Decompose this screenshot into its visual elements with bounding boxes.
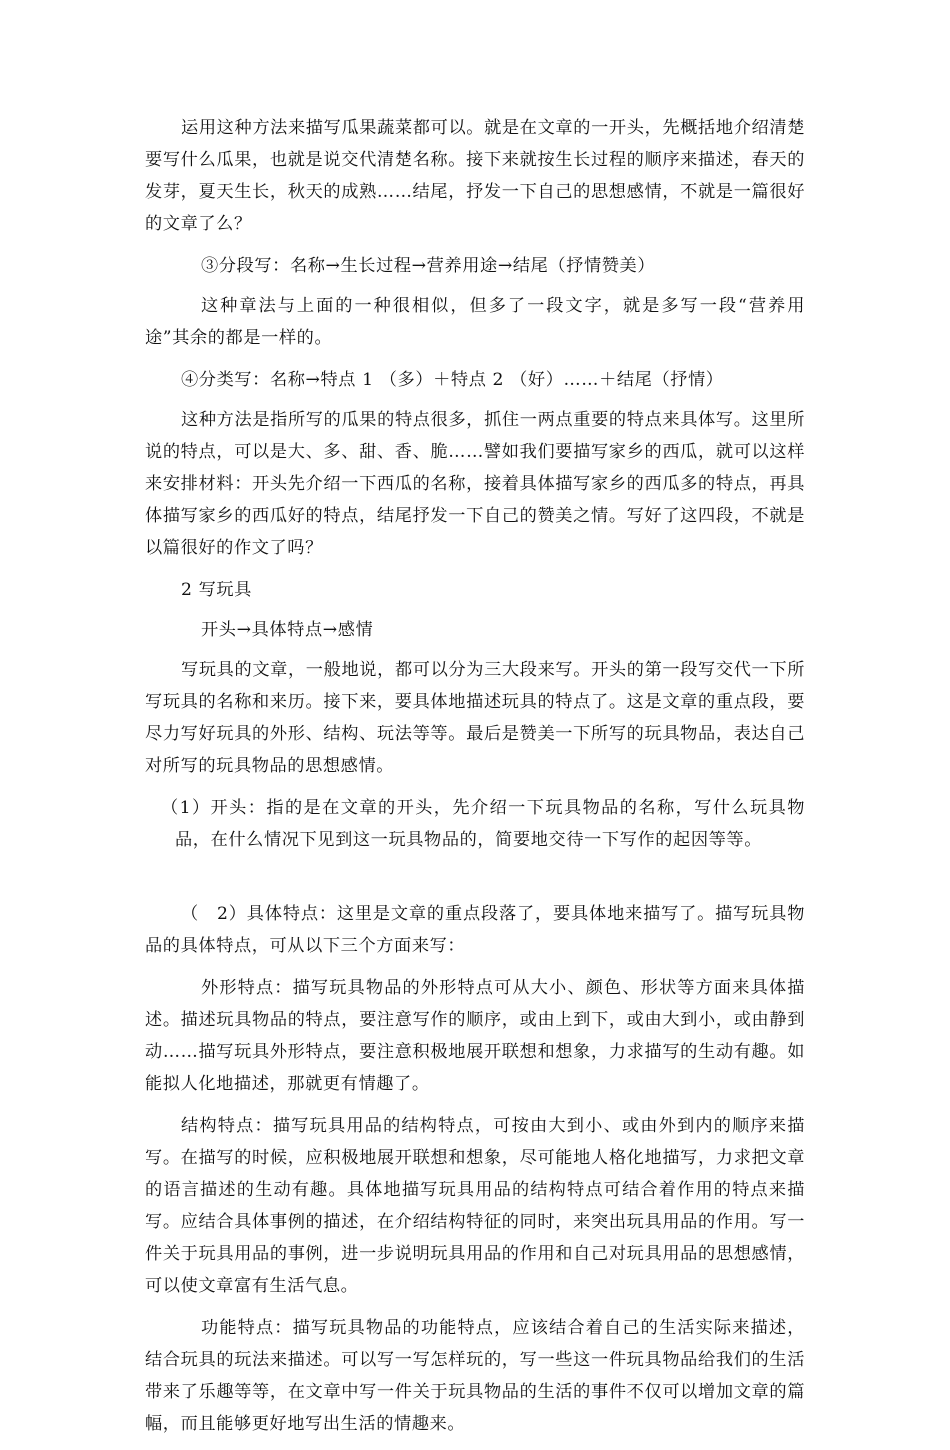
paragraph-segment-method-heading: ③分段写：名称→生长过程→营养用途→结尾（抒情赞美） [201, 256, 656, 276]
paragraph-toys-structure: 开头→具体特点→感情 [201, 620, 374, 640]
paragraph-toys-overview: 写玩具的文章，一般地说，都可以分为三大段来写。开头的第一段写交代一下所写玩具的名称和来历。接下来，要具体地描述玩具的特点了。这是文章的重点段，要尽力写好玩具的外形、结构、玩法等等。最后是赞美一下所写的玩具物品，表达自己对所写的玩具物品的思想感情。 [145, 660, 805, 776]
paragraph-method-summary: 运用这种方法来描写瓜果蔬菜都可以。就是在文章的一开头，先概括地介绍清楚要写什么瓜果，也就是说交代清楚名称。接下来就按生长过程的顺序来描述，春天的发芽，夏天生长，秋天的成熟……结尾，抒发一下自己的思想感情，不就是一篇很好的文章了么？ [145, 118, 805, 234]
paragraph-features-point: （ 2）具体特点：这里是文章的重点段落了，要具体地来描写了。描写玩具物品的具体特点，可从以下三个方面来写： [145, 904, 805, 956]
text-block-1 [145, 112, 805, 1450]
paragraph-structure-features: 结构特点：描写玩具用品的结构特点，可按由大到小、或由外到内的顺序来描写。在描写的时候，应积极地展开联想和想象，尽可能地人格化地描写，力求把文章的语言描述的生动有趣。具体地描写玩具用品的结构特点可结合着作用的特点来描写。应结合具体事例的描述，在介绍结构特征的同时，来突出玩具用品的作用。写一件关于玩具用品的事例，进一步说明玩具用品的作用和自己对玩具用品的思想感情，可以使文章富有生活气息。 [145, 1116, 805, 1296]
section-heading-toys: 2 写玩具 [181, 580, 252, 600]
paragraph-category-method-desc: 这种方法是指所写的瓜果的特点很多，抓住一两点重要的特点来具体写。这里所说的特点，可以是大、多、甜、香、脆……譬如我们要描写家乡的西瓜，就可以这样来安排材料：开头先介绍一下西瓜的名称，接着具体描写家乡的西瓜多的特点，再具体描写家乡的西瓜好的特点，结尾抒发一下自己的赞美之情。写好了这四段，不就是以篇很好的作文了吗？ [145, 410, 805, 558]
paragraph-function-features: 功能特点：描写玩具物品的功能特点，应该结合着自己的生活实际来描述，结合玩具的玩法来描述。可以写一写怎样玩的，写一些这一件玩具物品给我们的生活带来了乐趣等等，在文章中写一件关于玩具物品的生活的事件不仅可以增加文章的篇幅，而且能够更好地写出生活的情趣来。 [145, 1318, 805, 1434]
paragraph-appearance-features: 外形特点：描写玩具物品的外形特点可从大小、颜色、形状等方面来具体描述。描述玩具物品的特点，要注意写作的顺序，或由上到下，或由大到小，或由静到动……描写玩具外形特点，要注意积极地展开联想和想象，力求描写的生动有趣。如能拟人化地描述，那就更有情趣了。 [145, 978, 805, 1094]
paragraph-category-method-heading: ④分类写：名称→特点 1 （多）＋特点 2 （好）……＋结尾（抒情） [181, 370, 724, 390]
paragraph-opening-point: （1）开头：指的是在文章的开头，先介绍一下玩具物品的名称，写什么玩具物品，在什么情况下见到这一玩具物品的，简要地交待一下写作的起因等等。 [161, 798, 805, 850]
paragraph-segment-method-desc: 这种章法与上面的一种很相似，但多了一段文字，就是多写一段“营养用途”其余的都是一样的。 [145, 296, 805, 348]
